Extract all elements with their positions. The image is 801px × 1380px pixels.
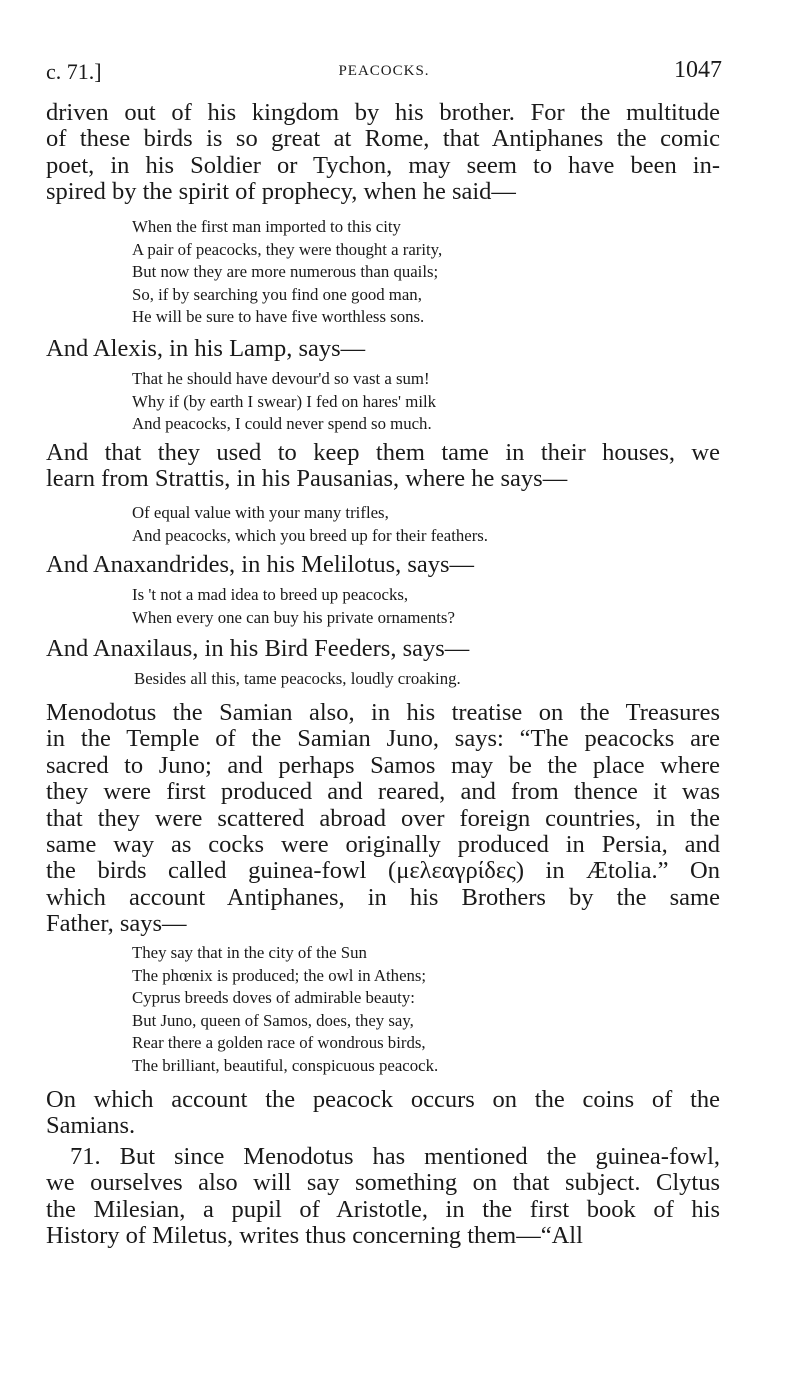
verse-quotation xyxy=(132,942,720,1078)
prose-paragraph xyxy=(46,336,720,362)
text-line: the birds called guinea-fowl (μελεαγρίδες) in Ætolia.” On xyxy=(46,857,720,885)
text-line: And Anaxandrides, in his Melilotus, says— xyxy=(46,551,475,578)
text-line: 71. But since Menodotus has mentioned the guinea-fowl, xyxy=(70,1143,720,1170)
text-line: same way as cocks were originally produced in Persia, and xyxy=(46,831,720,859)
text-line: learn from Strattis, in his Pausanias, where he says— xyxy=(46,465,568,493)
verse-line: Of equal value with your many trifles, xyxy=(132,503,389,522)
verse-line: When the first man imported to this city xyxy=(132,217,401,236)
text-line: And Alexis, in his Lamp, says— xyxy=(46,335,366,362)
verse-line: Rear there a golden race of wondrous birds, xyxy=(132,1033,426,1053)
prose-paragraph xyxy=(46,636,720,662)
text-line: driven out of his kingdom by his brother. For the multitude xyxy=(46,99,720,126)
verse-line: When every one can buy his private ornaments? xyxy=(132,607,455,627)
verse-line: Cyprus breeds doves of admirable beauty: xyxy=(132,988,415,1008)
verse-line: Why if (by earth I swear) I fed on hares' milk xyxy=(132,391,437,411)
verse-quotation xyxy=(132,584,720,629)
running-header xyxy=(46,57,722,87)
prose-paragraph xyxy=(46,1087,720,1140)
verse-quotation xyxy=(132,216,720,329)
text-line: they were first produced and reared, and from thence it was xyxy=(46,778,720,806)
verse-line: They say that in the city of the Sun xyxy=(132,943,367,962)
verse-line: A pair of peacocks, they were thought a rarity, xyxy=(132,239,443,259)
text-line: And Anaxilaus, in his Bird Feeders, says— xyxy=(46,635,470,662)
verse-line: The phœnix is produced; the owl in Athens; xyxy=(132,965,427,985)
text-line: poet, in his Soldier or Tychon, may seem to have been in- xyxy=(46,151,720,179)
prose-paragraph xyxy=(46,100,720,206)
text-line: History of Miletus, writes thus concerning them—“All xyxy=(46,1222,583,1250)
verse-line: And peacocks, I could never spend so much. xyxy=(132,414,432,434)
prose-paragraph xyxy=(46,440,720,493)
text-line: Father, says— xyxy=(46,910,187,938)
text-line: which account Antiphanes, in his Brothers by the same xyxy=(46,883,720,911)
text-line: Menodotus the Samian also, in his treatise on the Treasures xyxy=(46,699,720,726)
verse-line: The brilliant, beautiful, conspicuous peacock. xyxy=(132,1055,439,1075)
verse-quotation xyxy=(132,502,720,547)
prose-paragraph xyxy=(46,700,720,938)
verse-quotation xyxy=(132,368,720,436)
text-line: sacred to Juno; and perhaps Samos may be the place where xyxy=(46,751,720,779)
text-line: in the Temple of the Samian Juno, says: “The peacocks are xyxy=(46,725,720,753)
page-number: 1047 xyxy=(674,57,722,83)
verse-line: Is 't not a mad idea to breed up peacocks, xyxy=(132,585,409,604)
verse-line: That he should have devour'd so vast a sum! xyxy=(132,369,430,388)
verse-line: So, if by searching you find one good man, xyxy=(132,284,422,304)
prose-paragraph xyxy=(46,1144,720,1250)
verse-line: He will be sure to have five worthless sons. xyxy=(132,307,425,327)
verse-line: But now they are more numerous than quails; xyxy=(132,262,439,282)
verse-line: And peacocks, which you breed up for their feathers. xyxy=(132,525,489,545)
text-line: And that they used to keep them tame in their houses, we xyxy=(46,439,720,466)
text-line: Samians. xyxy=(46,1112,136,1140)
verse-line: Besides all this, tame peacocks, loudly croaking. xyxy=(134,669,461,688)
verse-quotation xyxy=(134,668,720,691)
text-line: spired by the spirit of prophecy, when he said— xyxy=(46,178,516,206)
text-line: we ourselves also will say something on that subject. Clytus xyxy=(46,1169,720,1197)
running-title: PEACOCKS. xyxy=(338,63,430,79)
text-line: that they were scattered abroad over foreign countries, in the xyxy=(46,804,720,832)
prose-paragraph xyxy=(46,552,720,578)
text-line: of these birds is so great at Rome, that Antiphanes the comic xyxy=(46,125,720,153)
verse-line: But Juno, queen of Samos, does, they say, xyxy=(132,1010,414,1030)
chapter-reference: c. 71.] xyxy=(46,59,102,84)
text-line: On which account the peacock occurs on the coins of the xyxy=(46,1086,720,1113)
text-line: the Milesian, a pupil of Aristotle, in the first book of his xyxy=(46,1195,720,1223)
